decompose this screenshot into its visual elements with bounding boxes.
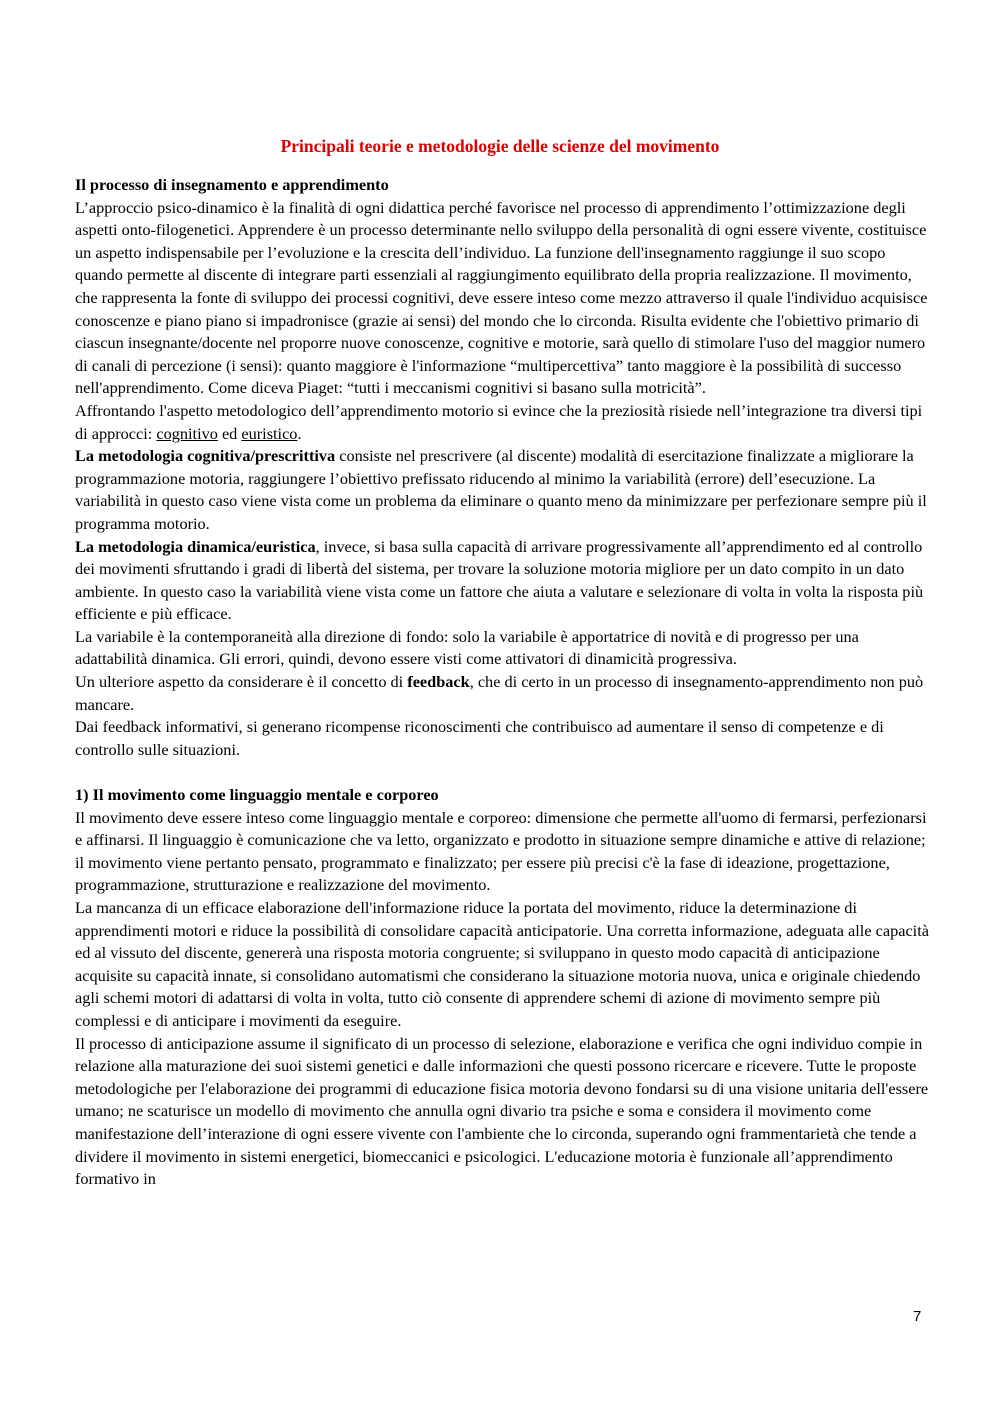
document-body bbox=[75, 174, 933, 1191]
bold-term: La metodologia cognitiva/prescrittiva bbox=[75, 446, 336, 466]
paragraph: L’approccio psico-dinamico è la finalità di ogni didattica perché favorisce nel processo di apprendimento l’ottimizzazione degli aspetti onto-filogenetici. Apprendere è un processo determinante nello sviluppo della personalità di ogni essere vivente, costituisce un aspetto indispensabile per l’evoluzione e la crescita dell’individuo. La funzione dell'insegnamento raggiunge il suo scopo quando permette al discente di integrare parti essenziali al raggiungimento equilibrato della propria realizzazione. Il movimento, che rappresenta la fonte di sviluppo dei processi cognitivi, deve essere inteso come mezzo attraverso il quale l'individuo acquisisce conoscenze e piano piano si impadronisce (grazie ai sensi) del mondo che lo circonda. Risulta evidente che l'obiettivo primario di ciascun insegnante/docente nel proporre nuove conoscenze, cognitive e motorie, sarà quello di stimolare l'uso del maggior numero di canali di percezione (i sensi): quanto maggiore è l'informazione “multipercettiva” tanto maggiore è la possibilità di successo nell'apprendimento. Come diceva Piaget: “tutti i meccanismi cognitivi si basano sulla motricità”. bbox=[75, 197, 928, 398]
underlined-term: euristico bbox=[241, 423, 298, 443]
section-heading: 1) Il movimento come linguaggio mentale e corporeo bbox=[75, 785, 439, 805]
paragraph bbox=[75, 400, 933, 445]
text-run: Affrontando l'aspetto metodologico dell’apprendimento motorio si evince che la preziosità risiede nell’integrazione tra diversi tipi di approcci: bbox=[75, 400, 923, 443]
text-run: . bbox=[297, 423, 302, 443]
underlined-term: cognitivo bbox=[156, 423, 218, 443]
paragraph: La variabile è la contemporaneità alla direzione di fondo: solo la variabile è apportatrice di novità e di progresso per una adattabilità dinamica. Gli errori, quindi, devono essere visti come attivatori di dinamicità progressiva. bbox=[75, 626, 859, 669]
text-run: Un ulteriore aspetto da considerare è il concetto di bbox=[75, 672, 408, 692]
paragraph: La mancanza di un efficace elaborazione dell'informazione riduce la portata del movimento, riduce la determinazione di apprendimenti motori e riduce la possibilità di consolidare capacità anticipatorie. Una corretta informazione, adeguata alle capacità ed al vissuto del discente, genererà una risposta motoria congruente; si sviluppano in questo modo capacità di anticipazione acquisite su capacità innate, si consolidano automatismi che considerano la situazione motoria nuova, unica e originale chiedendo agli schemi motori di adattarsi di volta in volta, tutto ciò consente di apprendere schemi di azione di movimento sempre più complessi e di anticipare i movimenti da eseguire. bbox=[75, 898, 929, 1030]
paragraph: Il processo di anticipazione assume il significato di un processo di selezione, elaborazione e verifica che ogni individuo compie in relazione alla maturazione dei suoi sistemi genetici e dalle informazioni che questi possono ricercare e ricevere. Tutte le proposte metodologiche per l'elaborazione dei programmi di educazione fisica motoria devono fondarsi su di una visione unitaria dell'essere umano; ne scaturisce un modello di movimento che annulla ogni divario tra psiche e soma e considera il movimento come manifestazione dell’interazione di ogni essere vivente con l'ambiente che lo circonda, superando ogni frammentarietà che tende a dividere il movimento in sistemi energetici, biomeccanici e psicologici. L'educazione motoria è funzionale all’apprendimento formativo in bbox=[75, 1033, 929, 1189]
text-run: ed bbox=[217, 423, 242, 443]
section-heading: Il processo di insegnamento e apprendimento bbox=[75, 175, 389, 194]
bold-term: La metodologia dinamica/euristica bbox=[75, 536, 316, 556]
paragraph bbox=[75, 536, 933, 626]
text-run: , invece, si basa sulla capacità di arrivare progressivamente all’apprendimento ed al controllo dei movimenti sfruttando i gradi di libertà del sistema, per trovare la soluzione motoria migliore per un dato compito in un dato ambiente. In questo caso la variabilità viene vista come un fattore che aiuta a valutare e selezionare di volta in volta la risposta più efficiente e più efficace. bbox=[75, 536, 924, 624]
paragraph bbox=[75, 671, 933, 716]
paragraph bbox=[75, 445, 933, 535]
page-number: 7 bbox=[913, 1308, 922, 1325]
text-run: , che di certo in un processo di insegnamento-apprendimento non può mancare. bbox=[75, 672, 924, 714]
spacer bbox=[75, 761, 933, 784]
paragraph: Il movimento deve essere inteso come linguaggio mentale e corporeo: dimensione che permette all'uomo di fermarsi, perfezionarsi e affinarsi. Il linguaggio è comunicazione che va letto, organizzato e prodotto in situazione sempre dinamiche e attive di relazione; il movimento viene pertanto pensato, programmato e finalizzato; per essere più precisi c'è la fase di ideazione, progettazione, programmazione, strutturazione e realizzazione del movimento. bbox=[75, 807, 927, 895]
paragraph: Dai feedback informativi, si generano ricompense riconoscimenti che contribuisco ad aumentare il senso di competenze e di controllo sulle situazioni. bbox=[75, 717, 884, 759]
text-run: consiste nel prescrivere (al discente) modalità di esercitazione finalizzate a migliorare la programmazione motoria, raggiungere l’obiettivo prefissato riducendo al minimo la variabilità (errore) dell’esecuzione. La variabilità in questo caso viene vista come un problema da eliminare o quanto meno da minimizzare per perfezionare sempre più il programma motorio. bbox=[75, 446, 927, 533]
bold-term: feedback bbox=[407, 672, 470, 692]
page-title: Principali teorie e metodologie delle scienze del movimento bbox=[280, 136, 720, 156]
